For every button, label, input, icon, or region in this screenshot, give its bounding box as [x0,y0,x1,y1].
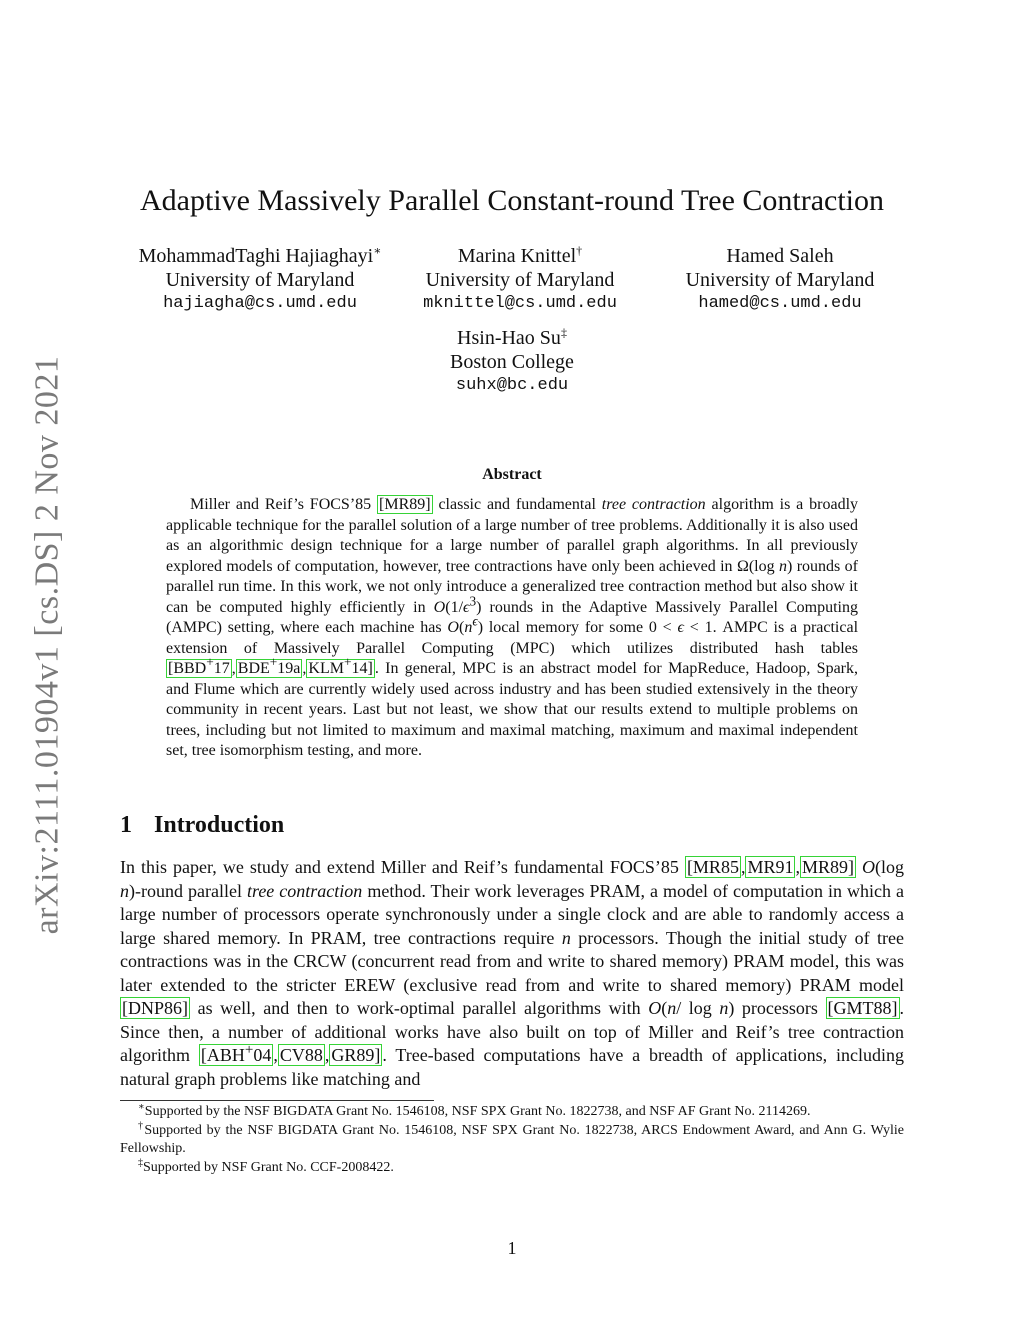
author-footnote-mark: ‡ [560,325,567,340]
math-var: n [561,927,571,948]
math-var: n [779,557,788,575]
math-var: O [433,598,446,616]
citation-link[interactable] [166,654,232,678]
citation-link[interactable]: MR91 [747,857,794,877]
footnote-mark: ∗ [138,1101,145,1113]
text-run: / log [676,998,720,1018]
citation-link[interactable]: [DNP86] [122,998,188,1018]
text-run: . In general, MPC is an abstract model for MapReduce, Hadoop, Spark, and Flume which are currently widely used across industry and has been studied extensively in the theory community in recent years. Last but not least, we show that our results extend to multiple problems on trees, including but not limited to maximum and maximal matching, maximum and maximal independent set, tree isomorphism testing, and more. [166,660,858,759]
citation-link[interactable] [199,1044,273,1066]
citation-text: KLM [308,660,344,677]
emphasis: tree contraction [246,880,363,901]
author-affiliation: University of Maryland [165,269,355,291]
author-footnote-mark: † [576,243,583,258]
arxiv-sidebar [22,355,72,935]
math-var: ϵ [463,598,470,616]
author-name: Hamed Saleh [726,245,834,267]
citation-link[interactable]: CV88 [279,1045,323,1065]
paper-title: Adaptive Massively Parallel Constant-round Tree Contraction [139,184,885,217]
footnote-text: Supported by NSF Grant No. CCF-2008422. [143,1159,394,1175]
math-var: O [648,998,662,1018]
math-var: n [464,619,473,636]
citation-text: [BBD [168,660,207,677]
text-run: processors. Though the initial study of tree contractions was in the CRCW (concurrent read from and write to shared memory) PRAM model, this was later extended to the stricter EREW (exclusive read from and write to shared memory) PRAM model [120,927,904,995]
citation-text: BDE [237,660,270,677]
section-heading [120,812,284,839]
citation-superscript: + [206,654,214,670]
citation-link[interactable]: [MR85 [686,857,739,877]
citation-separator: , [273,1045,278,1065]
author-email[interactable]: hajiagha@cs.umd.edu [163,294,357,313]
text-run: ) local memory for some 0 < [477,619,678,636]
math-superscript: 3 [469,593,477,609]
author-block [130,244,390,316]
footnote-text: Supported by the NSF BIGDATA Grant No. 1546108, NSF SPX Grant No. 1822738, and NSF AF Grant No. 2114269. [144,1104,811,1119]
text-run: )-round parallel [129,880,247,901]
text-run: as well, and then to work-optimal parallel algorithms with [190,998,649,1018]
footnote [120,1103,904,1122]
author-footnote-mark: ∗ [373,243,382,258]
footnote-text: Supported by the NSF BIGDATA Grant No. 1546108, NSF SPX Grant No. 1822738, ARCS Endowment Award, and Ann G. Wylie Fellowship. [120,1122,905,1156]
page-number: 1 [507,1238,517,1258]
text-run: classic and fundamental [432,496,602,513]
citation-text: 17 [213,660,230,677]
author-email[interactable]: suhx@bc.edu [455,376,569,395]
author-affiliation: Boston College [450,351,574,373]
citation-text: [ABH [200,1045,245,1065]
section-title: Introduction [154,812,285,838]
math-var: O [862,857,876,877]
author-affiliation: University of Maryland [425,269,615,291]
text-run: Miller and Reif’s FOCS’85 [190,496,378,513]
citation-separator: , [795,857,800,877]
math-var: n [719,998,729,1018]
abstract-body [166,495,858,762]
section-number: 1 [120,812,132,838]
citation-separator: , [324,1045,330,1065]
math-var: O [447,619,459,636]
citation-link[interactable]: [GMT88] [827,998,898,1018]
citation-link[interactable]: [MR89] [379,496,431,513]
citation-link[interactable]: GR89] [331,1045,381,1065]
text-run: (log [875,857,905,877]
text-run: ( [458,619,465,636]
text-run: < 1. AMPC is a practical extension of Massively Parallel Computing (MPC) which utilizes distributed hash tables [166,619,859,657]
citation-separator: , [740,857,746,877]
footnote-mark: † [138,1119,145,1131]
author-email[interactable]: hamed@cs.umd.edu [698,294,862,313]
author-name: MohammadTaghi Hajiaghayi [138,245,374,267]
citation-separator: , [231,660,236,677]
footnote [120,1156,904,1178]
citation-text: 04 [253,1045,272,1065]
text-run: . Tree-based computations have a breadth of applications, including natural graph problems like matching and [120,1045,904,1089]
author-name: Marina Knittel [457,245,577,267]
emphasis: tree contraction [601,496,706,513]
text-run: ( [661,998,668,1018]
author-email[interactable]: mknittel@cs.umd.edu [423,294,617,313]
math-superscript: ϵ [472,613,478,629]
text-run: method. Their work leverages PRAM, a model of computation in which a large number of processors operate synchronously under a single clock and are able to randomly access a large shared memory. In PRAM, tree contractions require [120,880,905,948]
text-run: (1/ [445,598,464,616]
footnote-mark: ‡ [138,1156,143,1168]
abstract-heading: Abstract [482,466,542,483]
footnote-divider [120,1100,434,1101]
math-var: n [120,880,129,901]
author-block [390,244,650,316]
author-block [650,244,910,316]
text-run: . Since then, a number of additional works have also built on top of Miller and Reif’s tree contraction algorithm [120,998,904,1065]
math-var: n [667,998,677,1018]
citation-superscript: + [269,654,278,670]
math-var: ϵ [677,619,684,636]
text-run: In this paper, we study and extend Miller and Reif’s fundamental FOCS’85 [120,857,685,877]
footnotes [120,1103,904,1177]
citation-link[interactable] [306,654,374,678]
citation-link[interactable]: MR89] [801,857,854,877]
author-name: Hsin-Hao Su [457,327,561,349]
citation-separator: , [302,660,307,677]
arxiv-identifier: arXiv:2111.01904v1 [cs.DS] 2 Nov 2021 [28,355,66,935]
text-run: ) rounds in the Adaptive Massively Parallel Computing (AMPC) setting, where each machine has [166,598,858,636]
text-run: algorithm is a broadly applicable technique for the parallel solution of a large number of tree problems. Additionally it is also used as an algorithmic design technique for a large number of parallel graph algorithms. In all previously explored models of computation, however, tree contractions have only been achieved in Ω(log [166,496,859,575]
author-list [130,244,910,316]
author-block [382,326,642,398]
author-affiliation: University of Maryland [685,269,875,291]
citation-link[interactable] [236,654,303,678]
citation-superscript: + [343,654,352,670]
citation-text: 14] [351,660,373,677]
text-run: ) processors [728,998,826,1018]
text-run: ) rounds of parallel run time. In this work, we not only introduce a generalized tree contraction method but also show it can be computed highly efficiently in [166,557,859,616]
introduction-body [120,856,904,1091]
citation-text: 19a [277,660,301,677]
citation-superscript: + [244,1042,254,1058]
footnote [120,1119,905,1159]
